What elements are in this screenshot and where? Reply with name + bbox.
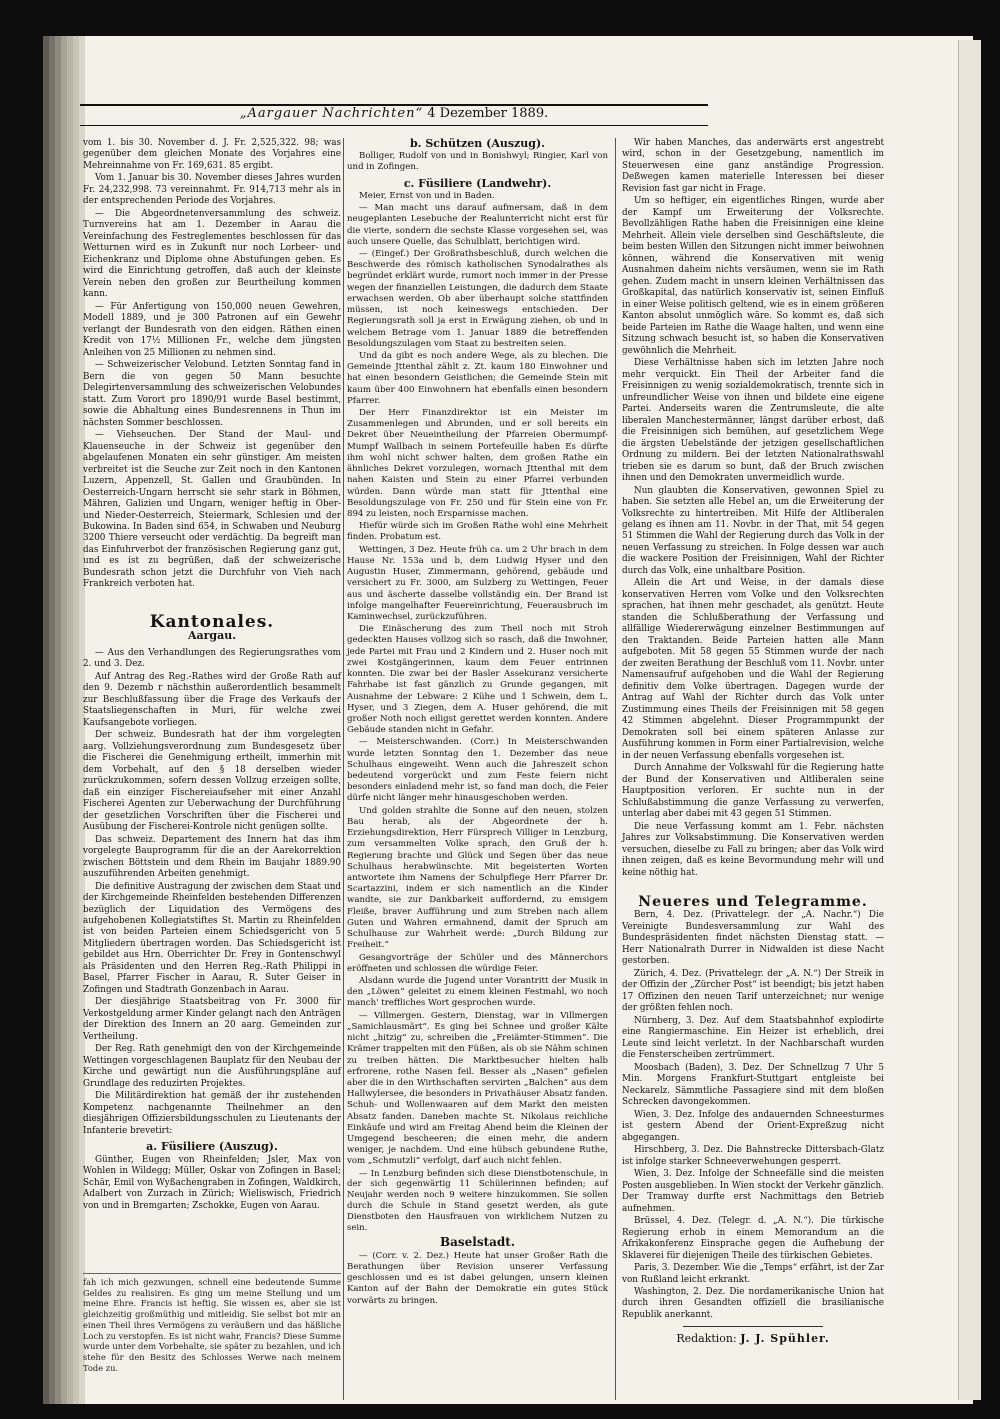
article-paragraph: Auf Antrag des Reg.-Rathes wird der Große Rath auf den 9. Dezemb r nächsthin außerordentlich besammelt zur Beschlußfassung über die Frage des Verkaufs der Staatsliegenschaften in Muri, für welche zwei Kaufsangebote vorliegen. [83,671,341,728]
article-paragraph: Der Herr Finanzdirektor ist ein Meister im Zusammenlegen und Abrunden, und er soll bereits ein Dekret über Neueintheilung der Pfarreien Obermumpf-Mumpf Wallbach in seinem Portefeuille haben Es dürfte ihm wohl nicht schwer halten, dem großen Rathe ein ähnliches Dekret vorzulegen, wornach Jttenthal mit dem nahen Kaisten und Stein zu einer Pfarrei verbunden würden. Dann würde man statt für Jttenthal eine Besoldungszulage von Fr. 250 und für Stein eine von Fr. 894 zu leisten, noch Ersparnisse machen. [347,408,608,519]
article-paragraph: Meier, Ernst von und in Baden. [359,190,495,201]
telegram-item: Nürnberg, 3. Dez. Auf dem Staatsbahnhof explodirte eine Rangiermaschine. Ein Heizer ist erheblich, drei Leute sind leicht verletzt. In der Nachbarschaft wurden die Fensterscheiben zertrümmert. [622,1015,884,1061]
header-rule-bottom [80,125,708,126]
section-subheading-aargau: Aargau. [187,629,237,643]
article-paragraph: — Man macht uns darauf aufmersam, daß in dem neugeplanten Lesebuche der Realunterricht nicht erst für die vierte, sondern die sechste Klasse vorgesehen sei, was auch unsere Quelle, das Schulblatt, berichtigen wird. [347,203,608,247]
article-paragraph: Bolliger, Rudolf von und in Bonishwyl; Ringier, Karl von und in Zofingen. [347,151,608,173]
article-paragraph: Allein die Art und Weise, in der damals diese konservativen Herren vom Volke und den Volksrechten sprachen, hat ihnen mehr geschadet, als genützt. Heute standen die Schlußberathung der Verfassung und allfällige Wiedererwägung einzelner Bestimmungen auf den Traktanden. Beide Parteien hatten alle Mann aufgeboten. Mit 58 gegen 55 Stimmen wurde der nach der zweiten Berathung der Beschluß vom 11. Novbr. unter Namensaufruf aufgehoben und die Wahl der Regierung definitiv dem Volke übertragen. Dagegen wurde der Antrag auf Wahl der Richter durch das Volk unter Zustimmung eines Theils der Freisinnigen mit 58 gegen 42 Stimmen abgelehnt. Dieser Programmpunkt der Demokraten soll bei einem späteren Anlasse zur Ausführung kommen in Form einer Partialrevision, welche in der neuen Verfassung ebenfalls vorgesehen ist. [622,578,884,761]
article-paragraph: Diese Verhältnisse haben sich im letzten Jahre noch mehr verquickt. Ein Theil der Arbeiter fand die Freisinnigen zu wenig sozialdemokratisch, trennte sich in unfreundlicher Weise von ihnen und bildete eine eigene Partei. Anderseits waren die Zentrumsleute, die alte liberalen Manchestermänner, längst darüber erbost, daß die Freisinnigen sich bemühen, auf gesetzlichem Wege die ärgsten Uebelstände der jetzigen gesellschaftlichen Ordnung zu mildern. Bei der letzten Nationalrathswahl trieben sie es darum so bunt, daß der Bruch zwischen ihnen und den Demokraten unvermeidlich wurde. [622,358,884,484]
article-paragraph: — Aus den Verhandlungen des Regierungsrathes vom 2. und 3. Dez. [83,647,341,670]
closing-rule [683,1326,823,1327]
telegram-item: Zürich, 4. Dez. (Privattelegr. der „A. N.“) Der Streik in der Offizin der „Zürcher Post“ ist beendigt; bis jetzt haben 17 Offizinen den neuen Tarif unterzeichnet; nur wenige der größten fehlen noch. [622,968,884,1014]
article-paragraph: — Die Abgeordnetenversammlung des schweiz. Turnvereins hat am 1. Dezember in Aarau die Vereinfachung des Festreglementes beschlossen für das Wetturnen wird es in Zukunft nur noch Lorbeer- und Eichenkranz und Diplome ohne Abstufungen geben. Es wird die Einrichtung getroffen, daß auch der kleinste Verein neben den großen zur Beurtheilung kommen kann. [83,208,341,300]
article-paragraph: — Meisterschwanden. (Corr.) In Meisterschwanden wurde letzten Sonntag den 1. Dezember das neue Schulhaus eingeweiht. Wenn auch die Jahreszeit schon bedeutend vorgerückt und zum Feste feiern nicht besonders einladend mehr ist, so fand man doch, die Feier dürfe nicht länger mehr hinausgeschoben werden. [347,737,608,804]
issue-date: 4 Dezember 1889. [427,106,549,121]
article-paragraph: Die definitive Austragung der zwischen dem Staat und der Kirchgemeinde Rheinfelden bestehenden Differenzen bezüglich der Liquidation des Vermögens des aufgehobenen Kollegiatstiftes St. Martin zu Rheinfelden ist von beiden Parteien einem Schiedsgericht von 5 Mitgliedern übertragen worden. Das Schiedsgericht ist gebildet aus Hrn. Oberrichter Dr. Frey in Gontenschwyl als Präsidenten und den Herren Reg.-Rath Philippi in Basel, Pfarrer Fischer in Aarau, R. Suter Geiser in Zofingen und Stadtrath Gonzenbach in Aarau. [83,881,341,995]
section-heading-baselstadt: Baselstadt. [439,1235,516,1250]
page-header [80,106,708,126]
section-heading-telegramme: Neueres und Telegramme. [638,894,868,910]
article-paragraph: Der Reg. Rath genehmigt den von der Kirchgemeinde Wettingen vorgeschlagenen Bauplatz für den Neubau der Kirche und gewärtigt nun die Ausführungspläne auf Grundlage des reduzirten Projektes. [83,1044,341,1089]
article-paragraph: Durch Annahme der Volkswahl für die Regierung hatte der Bund der Konservativen und Altliberalen seine Hauptposition verloren. Er suchte nun in der Schlußabstimmung die ganze Verfassung zu verwerfen, unterlag aber dabei mit 43 gegen 51 Stimmen. [622,763,884,820]
telegram-item: Hirschberg, 3. Dez. Die Bahnstrecke Dittersbach-Glatz ist infolge starker Schneeverwehungen gesperrt. [622,1145,884,1167]
article-paragraph: Wir haben Manches, das anderwärts erst angestrebt wird, schon in der Gesetzgebung, namentlich im Steuerwesen eine ganz anständige Progression. Deßwegen kamen materielle Interessen bei dieser Revision fast gar nicht in Frage. [622,138,884,194]
editor-credit [622,1333,884,1344]
column-divider [615,138,616,1400]
article-paragraph: Das schweiz. Departement des Innern hat das ihm vorgelegte Bauprogramm für die an der Aarekorrektion zwischen Böttstein und dem Rhein im Baujahr 1889.90 auszuführenden Arbeiten genehmigt. [83,834,341,880]
article-paragraph: Alsdann wurde die Jugend unter Vorantritt der Musik in den „Löwen“ geleitet zu einem kleinen Festmahl, wo noch manch' treffliches Wort gesprochen wurde. [347,975,608,1009]
list-heading: b. Schützen (Auszug). [409,137,546,150]
telegram-item: Washington, 2. Dez. Die nordamerikanische Union hat durch ihren Gesandten offiziell die brasilianische Republik anerkannt. [622,1286,884,1320]
section-heading-kantonales: Kantonales. [149,611,275,632]
article-paragraph: — In Lenzburg befinden sich diese Dienstbotenschule, in der sich gegenwärtig 11 Schülerinnen befinden; auf Neujahr werden noch 9 weitere hinzukommen. Sie sollen durch die Schule in Stand gesetzt werden, als gute Dienstboten den Hausfrauen von wirklichem Nutzen zu sein. [347,1168,608,1233]
article-paragraph: Günther, Eugen von Rheinfelden; Jsler, Max von Wohlen in Wildegg; Müller, Oskar von Zofingen in Basel; Schär, Emil von Wyßachengraben in Zofingen, Waldkirch, Adalbert von Zurzach in Zürich; Wieliswisch, Friedrich von und in Bremgarten; Zschokke, Eugen von Aarau. [83,1154,341,1211]
article-paragraph: Gesangvorträge der Schüler und des Männerchors eröffneten und schlossen die würdige Feier. [347,952,608,974]
article-paragraph: Der schweiz. Bundesrath hat der ihm vorgelegten aarg. Vollziehungsverordnung zum Bundesgesetz über die Fischerei die Genehmigung ertheilt, immerhin mit dem Vorbehalt, auf den § 18 derselben wieder zurückzukommen, sofern dessen Vollzug erzeigen sollte, daß ein einziger Fischereiaufseher mit einer Anzahl Fischerei Agenten zur Ueberwachung der Durchführung der gesetzlichen Vorschriften über die Fischerei und Ausübung der Fischerei-Kontrole nicht genügen sollte. [83,730,341,833]
article-paragraph: — (Eingef.) Der Großrathsbeschluß, durch welchen die Beschwerde des römisch katholischen Synodalrathes als begründet erklärt wurde, rumort noch immer in der Presse wegen der finanziellen Leistungen, die dadurch dem Staate erwachsen werden. Ob aber überhaupt solche stattfinden müssen, ist noch keineswegs entschieden. Der Regierungsrath soll ja erst in Erwägung ziehen, ob und in welchem Betrage vom 1. Januar 1889 die betreffenden Besoldungszulagen vom Staat zu bestreiten seien. [347,248,608,349]
page-edge [958,40,981,1400]
telegram-item: Paris, 3. Dezember. Wie die „Temps“ erfährt, ist der Zar von Rußland leicht erkrankt. [622,1263,884,1285]
article-paragraph: — Villmergen. Gestern, Dienstag, war in Villmergen „Samichlausmärt“. Es ging bei Schnee und großer Kälte nicht „hitzig“ zu, schreiben die „Freiämter-Stimmen“. Die Krämer trappelten mit den Füßen, als ob sie Nähm schinen zu treiben hätten. Die Marktbesucher hielten halb erfrorene, rothe Nasen feil. Besser als „Nasen“ gefielen aber die in den Wirthschaften servirten „Balchen“ aus dem Hallwylersee, die besonders in Privathäuser Absatz fanden. Schuh- und Wollenwaaren auf dem Markt den meisten Absatz fanden. Daneben machte St. Nikolaus reichliche Einkäufe und wird am Freitag Abend beim die Kleinen der Umgegend bescheeren; die einen mehr, die andern weniger, je nachdem. Und eine hübsch gebundene Ruthe, vom „Schmutzli“ verfolgt, darf auch nicht fehlen. [347,1010,608,1167]
article-paragraph: Nun glaubten die Konservativen, gewonnen Spiel zu haben. Sie setzten alle Hebel an, um die Erweiterung der Volksrechte zu hintertreiben. Mit Hilfe der Altliberalen gelang es ihnen am 11. Novbr. in der That, mit 54 gegen 51 Stimmen die Wahl der Regierung durch das Volk in der neuen Verfassung zu streichen. In Folge dessen war auch die wackere Position der Freisinnigen, Wahl der Richter durch das Volk, eine unhaltbare Position. [622,485,884,576]
telegram-item: Wien, 3. Dez. Infolge der Schneefälle sind die meisten Posten ausgeblieben. In Wien stockt der Verkehr gänzlich. Der Tramway durfte erst Nachmittags den Betrieb aufnehmen. [622,1169,884,1214]
article-paragraph: — (Corr. v. 2. Dez.) Heute hat unser Großer Rath die Berathungen über Revision unserer Verfassung geschlossen und es ist dabei gelungen, unsern kleinen Kanton auf der Bahn der Demokratie ein gutes Stück vorwärts zu bringen. [347,1250,608,1306]
article-paragraph: Wettingen, 3 Dez. Heute früh ca. um 2 Uhr brach in dem Hause Nr. 153a und b, dem Ludwig Hyser und den Augustin Huser, Zimmermann, gehörend, gebäude und versichert zu Fr. 3000, am Sulzberg zu Wettingen, Feuer aus und äscherte dasselbe vollständig ein. Der Brand ist infolge mangelhafter Feuereinrichtung, Feuerausbruch im Kaminwechsel, zurückzuführen. [347,544,608,622]
article-paragraph: Und golden strahlte die Sonne auf den neuen, stolzen Bau herab, als der Abgeordnete der h. Erziehungsdirektion, Herr Fürsprech Villiger in Lenzburg, zum versammelten Volke sprach, den Gruß der h. Regierung brachte und Glück und Segen über das neue Schulhaus herabwünschte. Mit begeisterten Worten antwortete ihm Namens der Schulpflege Herr Pfarrer Dr. Scartazzini, indem er sich namentlich an die Kinder wandte, sie zur Dankbarkeit auffordernd, zu emsigem Fleiße, braver Aufführung und zum Streben nach allem Guten und Wahren ermahnend, damit der Spruch am Schulhause zur Wahrheit werde: „Durch Bildung zur Freiheit.“ [347,805,608,951]
article-paragraph: Die neue Verfassung kommt am 1. Febr. nächsten Jahres zur Volksabstimmung. Die Konservativen werden versuchen, dieselbe zu Fall zu bringen; aber das Volk wird ihnen zeigen, daß es keine Bevormundung mehr will und keine nöthig hat. [622,821,884,878]
article-paragraph: Die Einäscherung des zum Theil noch mit Stroh gedeckten Hauses vollzog sich so rasch, daß die Inwohner, jede Partei mit Frau und 2 Kindern und 2. Huser noch mit zwei Kostgängerinnen, kaum dem Feuer entrinnen konnten. Die zwar bei der Basler Assekuranz versicherte Fahrhabe ist fast gänzlich zu Grunde gegangen, mit Ausnahme der Lebware: 2 Kühe und 1 Schwein, dem L. Hyser, und 3 Ziegen, dem A. Huser gehörend, die mit großer Noth noch eiligst gerettet werden konnten. Andere Gebäude standen nicht in Gefahr. [347,624,608,736]
telegram-item: Moosbach (Baden), 3. Dez. Der Schnellzug 7 Uhr 5 Min. Morgens Frankfurt-Stuttgart entgleiste bei Neckarelz. Sämmtliche Passagiere sind mit dem bloßen Schrecken davongekommen. [622,1062,884,1108]
list-heading: a. Füsiliere (Auszug). [146,1140,278,1154]
article-paragraph: Hiefür würde sich im Großen Rathe wohl eine Mehrheit finden. Probatum est. [347,521,608,543]
article-paragraph: vom 1. bis 30. November d. J. Fr. 2,525,322. 98; was gegenüber dem gleichen Monate des Vorjahres eine Mehreinnahme von Fr. 169,631. 85 ergibt. [83,138,341,171]
article-paragraph: Der diesjährige Staatsbeitrag von Fr. 3000 für Verkostgeldung armer Kinder gelangt nach den Anträgen der Direktion des Innern an 20 aarg. Gemeinden zur Vertheilung. [83,997,341,1042]
column-2 [347,138,608,1308]
editor-name: J. J. Spühler. [740,1332,830,1346]
article-paragraph: Und da gibt es noch andere Wege, als zu blechen. Die Gemeinde Jttenthal zählt z. Zt. kaum 180 Einwohner und hat einen besondern Geistlichen; die Gemeinde Stein mit kaum über 400 Einwohnern hat ebenfalls einen besondern Pfarrer. [347,350,608,406]
telegram-item: Brüssel, 4. Dez. (Telegr. d. „A. N.“). Die türkische Regierung erhob in einem Memorandum an die Afrikakonferenz Einsprache gegen die Aufhebung der Sklaverei für diejenigen Theile des türkischen Gebietes. [622,1216,884,1261]
column-divider [343,138,344,1400]
article-paragraph: — Viehseuchen. Der Stand der Maul- und Klauenseuche in der Schweiz ist gegenüber den abgelaufenen Monaten ein sehr günstiger. Am meisten verbreitet ist die Seuche zur Zeit noch in den Kantonen Luzern, Appenzell, St. Gallen und Graubünden. In Oesterreich-Ungarn herrscht sie sehr stark in Böhmen, Mähren, Galizien und Ungarn, weniger heftig in Ober- und Nieder-Oesterreich, Steiermark, Schlesien und der Bukowina. In Baden sind 654, in Schwaben und Neuburg 3200 Thiere verseucht oder verdächtig. Da begreift man das Einfuhrverbot der französischen Regierung ganz gut, und es ist zu begrüßen, daß der schweizerische Bundesrath schon jetzt die Durchfuhr von Vieh nach Frankreich verboten hat. [83,430,341,590]
article-paragraph: — Schweizerischer Velobund. Letzten Sonntag fand in Bern die von gegen 50 Mann besuchte Delegirtenversammlung des schweizerischen Velobundes statt. Zum Vorort pro 1890/91 wurde Basel bestimmt, sowie die Abhaltung eines Bundesrennens in Thun im nächsten Sommer beschlossen. [83,360,341,428]
column-3 [622,138,884,1345]
editor-label: Redaktion: [676,1332,737,1346]
list-heading: c. Füsiliere (Landwehr). [403,176,552,190]
article-paragraph: Vom 1. Januar bis 30. November dieses Jahres wurden Fr. 24,232,998. 73 vereinnahmt. Fr. 914,713 mehr als in der entsprechenden Periode des Vorjahres. [83,173,341,207]
column-1 [83,138,341,1213]
paper-title: „Aargauer Nachrichten“ [239,106,424,121]
feuilleton-footer: fah ich mich gezwungen, schnell eine bedeutende Summe Geldes zu realisiren. Es ging um meine Stellung und um meine Ehre. Francis ist heftig. Sie wissen es, aber sie ist gleichzeitig großmüthig und mitleidig. Sie selbst bot mir an einen Theil ihres Vermögens zu veräußern und das häßliche Loch zu verstopfen. Es ist nicht wahr, Francis? Diese Summe wurde unter dem Vorbehalte, sie später zu bezahlen, und ich stehe für den Besitz des Schlosses Werwe nach meinem Tode zu. [83,1273,341,1373]
telegram-item: Wien, 3. Dez. Infolge des andauernden Schneesturmes ist gestern Abend der Orient-Expreßzug nicht abgegangen. [622,1109,884,1143]
telegram-item: Bern, 4. Dez. (Privattelegr. der „A. Nachr.“) Die Vereinigte Bundesversammlung zur Wahl des Bundespräsidenten findet nächsten Dienstag statt. — Herr Nationalrath Durrer in Nidwalden ist diese Nacht gestorben. [622,910,884,967]
article-paragraph: Um so heftiger, ein eigentliches Ringen, wurde aber der Kampf um Erweiterung der Volksrechte. Bevollzähligen Rathe haben die Freisinnigen eine kleine Mehrheit. Allein viele derselben sind Geschäftsleute, die beim besten Willen den Sitzungen nicht immer beiwohnen können, während die Konservativen mit wenig Ausnahmen daheim nichts versäumen, wenn sie im Rath gehen. Zudem macht in unsern kleinen Verhältnissen das Großkapital, das natürlich konservativ ist, seinen Einfluß in einer Weise politisch geltend, wie es in einem größeren Kanton absolut unmöglich wäre. So kommt es, daß sich beide Parteien im Rathe die Waage halten, und wenn eine Sitzung schwach besucht ist, so haben die Konservativen gewöhnlich die Mehrheit. [622,196,884,356]
article-paragraph: Die Militärdirektion hat gemäß der ihr zustehenden Kompetenz nachgenannte Theilnehmer an den diesjährigen Offiziersbildungsschulen zu Lieutenants der Infanterie brevetirt: [83,1091,341,1136]
article-paragraph: — Für Anfertigung von 150,000 neuen Gewehren, Modell 1889, und je 300 Patronen auf ein Gewehr verlangt der Bundesrath von den eidgen. Räthen einen Kredit von 17½ Millionen Fr., welche dem jüngsten Anleihen von 25 Millionen zu nehmen sind. [83,301,341,358]
